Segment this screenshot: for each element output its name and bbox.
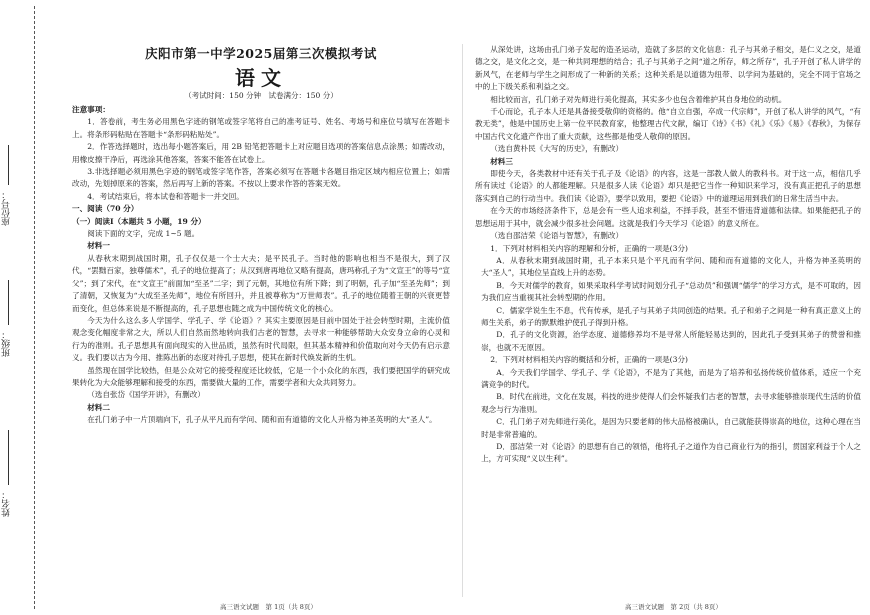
material-source: （选自邵洁荣《论语与智慧》，有删改）	[490, 231, 624, 241]
binding-dashed-line	[34, 6, 35, 609]
notes-heading: 注意事项：	[72, 105, 110, 114]
question-option[interactable]: D．邵洁荣一对《论语》的思想有自己的领悟，他将孔子之道作为自己商业行为的指引，贯国家利益于个人之上，方可实现“义以生利”。	[481, 442, 861, 464]
class-label: 班级：	[2, 330, 12, 357]
question-option[interactable]: A．今天我们学国学、学孔子、学《论语》，不是为了其他，而是为了培养和弘扬传统价值体系，适应一个充满竞争的时代。	[481, 367, 861, 389]
exam-meta: （考试时间：150 分钟 试卷满分：150 分）	[184, 91, 338, 100]
question-option[interactable]: B．今天对儒学的教育，如果采取科学考试时间划分孔子“总动员”和强调“儒学”的学习方式，是不可取的，因为我们应当重视其社会转型期的作用。	[481, 280, 861, 303]
material-paragraph: 从春秋末期到战国时期，孔子仅仅是一个士大夫；是平民孔子。当时他的影响也相当不是很大，到了汉代，“罢黜百家，独尊儒术”，孔子的地位提高了；从汉到唐再地位又略有提高，唐玛称孔子为“文宣王”的等号“宣父”；到了宋代，在“文宣王”前面加“至圣”二字；到了元朝，其地位有所下降；到了明朝，孔子加“至圣先师”；到了清朝，又恢复为“大成至圣先师”，地位有所回升，并且被尊称为“万世师表”。孔子的地位随着王朝的兴衰更替而变化，但总体来说是不断提高的，孔子思想也随之成为中国传统文化的核心。	[72, 253, 450, 313]
section-heading: 一、阅读（70 分）	[72, 204, 139, 214]
question-option[interactable]: D．孔子的文化资源，治学态度、道德修养均不是寻常人所能轻易达到的，因此孔子受到其弟子的赞誉和推崇，也就不无原因。	[481, 330, 861, 352]
material-label: 材料二	[87, 402, 110, 412]
note-item: 4．考试结束后，将本试卷和答题卡一并交回。	[87, 191, 244, 201]
note-item: 1．答卷前，考生务必用黑色字迹的钢笔或签字笔将自己的准考证号、姓名、考场号和座位号填写在答题卡上。将条形码粘贴在答题卡“条形码粘贴处”。	[72, 117, 450, 139]
column-divider	[462, 44, 463, 597]
note-item: 2．作答选择题时，选出每小题答案后，用 2B 铅笔把答题卡上对应题目选项的答案信息点涂黑；如需改动，用橡皮擦干净后，再选涂其他答案，答案不能答在试卷上。	[72, 142, 450, 164]
question-option[interactable]: B．时代在前进，文化在发展，科技的进步使得人们会怀疑我们古老的智慧，去寻求能够推崇现代生活的价值观念与行为准则。	[481, 392, 861, 414]
material-paragraph: 在今天的市场经济条件下，总是会有一些人追求利益，不择手段，甚至不惜违背道德和法律。如果能把孔子的思想运用于其中，就会减少很多社会问题。这就是我们今天学习《论语》的意义所在。	[475, 206, 861, 228]
class-blank[interactable]	[8, 280, 10, 325]
material-label: 材料三	[490, 156, 513, 166]
material-source: （选自张岱《国学开讲》，有删改）	[87, 390, 205, 400]
note-item: 3.非选择题必须用黑色字迹的钢笔或签字笔作答，答案必须写在答题卡各题目指定区域内相应位置上；如需改动，先划掉原来的答案，然后再写上新的答案。不按以上要求作答的答案无效。	[72, 167, 450, 189]
right-column	[475, 44, 861, 466]
subsection-heading: （一）阅读Ⅰ（本题共 5 小题，19 分）	[72, 216, 206, 226]
question-stem: 2．下列对材料相关内容的概括和分析，正确的一项是(3分)	[490, 355, 689, 365]
left-column	[72, 104, 450, 427]
material-paragraph: 从深处讲，这场由孔门弟子发起的造圣运动，造就了多层的文化信息：孔子与其弟子相交，是仁义之交，是道德之交，是文化之交，是一种共同理想的结合；孔子与其弟子之间“道之所存，师之所存”，孔子开创了私人讲学的新风气，在老师与学生之间形成了一种新的关系；这种关系是以道德为纽带、以学问为基础的，完全不同于官场之中的上下级关系和利益之交。	[475, 45, 861, 92]
instruction: 阅读下面的文字，完成 1~5 题。	[87, 229, 200, 239]
seat-blank[interactable]	[8, 145, 10, 185]
material-paragraph: 千心而论，孔子本人还是具备接受敬仰的资格的。他“自立自强，卒成一代宗师”，开创了私人讲学的风气，“有教无类”，他是中国历史上第一位平民教育家，他整理古代文献，编订《诗》《书》《礼》《乐》《易》《春秋》，为保存中国古代文化遗产作出了重大贡献，这些都是他受人敬仰的原因。	[475, 107, 861, 141]
exam-title: 庆阳市第一中学2025届第三次模拟考试	[145, 46, 377, 61]
seat-label: 座位号：	[2, 190, 12, 226]
page-footer-right: 高三语文试题 第 2页（共 8页）	[625, 603, 722, 611]
material-label: 材料一	[87, 241, 110, 251]
question-option[interactable]: C．儒家学说生生不息，代有传承，是孔子与其弟子共同创造的结果。孔子和弟子之间是一种有真正意义上的师生关系，弟子的默默维护使孔子得到升格。	[481, 305, 861, 327]
question-stem: 1．下列对材料相关内容的理解和分析，正确的一项是(3分)	[490, 243, 689, 253]
material-paragraph: 今天为什么这么多人学国学、学孔子、学《论语》？其实主要原因是目前中国处于社会转型时期，主流价值观念变化幅度非常之大，所以人们自然而然地转向我们古老的智慧，去寻求一种能够帮助大众安身立命的心灵和行为的准则。孔子思想具有面向现实的入世品质，虽然有时代局限，但其基本精神和价值取向对今天仍有启示意义。我们要以古为今用、推陈出新的态度对待孔子思想，使其在新时代焕发新的生机。	[72, 315, 450, 363]
material-paragraph: 即使今天，各类教材中还有关于孔子及《论语》的内容，这是一部教人做人的教科书。对于这一点，相信几乎所有读过《论语》的人都能理解。只是很多人读《论语》却只是把它当作一种知识来学习，没有真正把孔子的思想落实到自己的行动当中。我们读《论语》，要学以致用，要把《论语》中的道理运用到我们的日常生活当中去。	[475, 169, 861, 203]
subject-title: 语文	[235, 66, 287, 90]
material-source: （选自黄朴民《大写的历史》，有删改）	[490, 144, 624, 154]
name-blank[interactable]	[8, 430, 10, 485]
binding-margin	[0, 0, 60, 615]
material-paragraph: 在孔门弟子中一片顶端向下，孔子从平凡而有学问、随和而有道德的文化人升格为神圣英明的大“圣人”。	[87, 415, 437, 425]
name-label: 姓名：	[2, 490, 12, 517]
material-paragraph: 相比较而言，孔门弟子对先师进行美化提高，其实多少也包含着维护其自身地位的动机。	[490, 94, 787, 104]
question-option[interactable]: C．孔门弟子对先师进行美化，是因为只要老师的伟大品格被确认，自己就能获得崇高的地位，这种心理在当时是非常普遍的。	[481, 417, 861, 439]
material-paragraph: 虽然现在国学比较热，但是公众对它的接受程度还比较低，它是一个小众化的东西，我们要把国学的研究成果转化为大众能够理解和接受的东西，需要做大量的工作，需要学者和大众共同努力。	[72, 365, 450, 387]
page-footer-left: 高三语文试题 第 1页（共 8页）	[220, 603, 317, 611]
question-option[interactable]: A．从春秋末期到战国时期，孔子本来只是个平凡而有学问、随和而有道德的文化人，升格为神圣英明的大“圣人”，其地位呈直线上升的态势。	[481, 255, 861, 278]
